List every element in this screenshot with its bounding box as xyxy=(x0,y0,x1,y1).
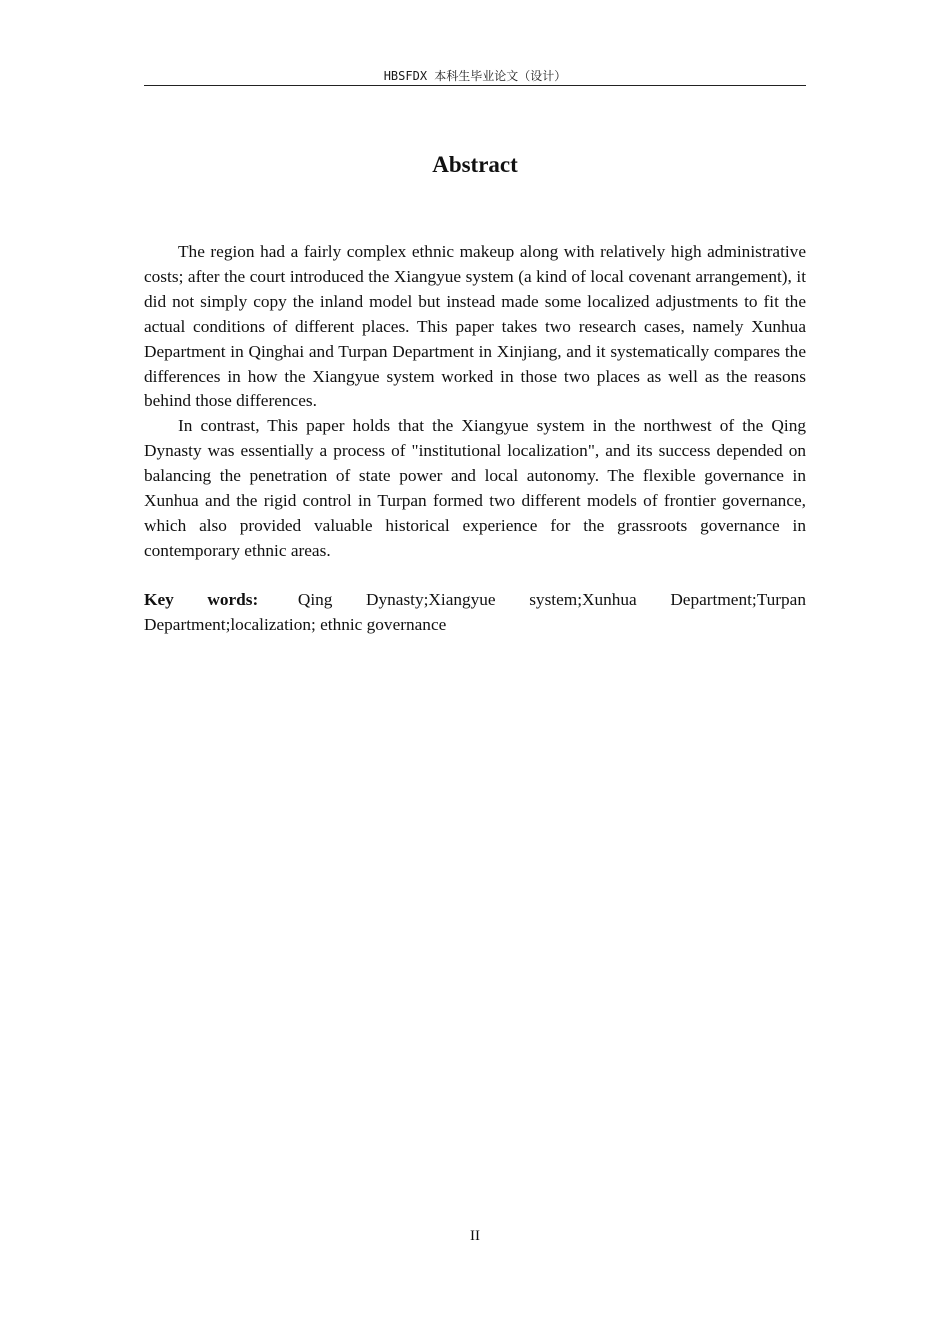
keywords-label: Key words: xyxy=(144,590,259,609)
keywords xyxy=(144,588,806,638)
page-number: II xyxy=(470,1228,480,1244)
page-header: HBSFDX 本科生毕业论文（设计） xyxy=(383,69,567,83)
abstract-paragraph-2: In contrast, This paper holds that the Xiangyue system in the northwest of the Qing Dynasty was essentially a process of "institutional localization", and its success depended on balancing the penetration of state power and local autonomy. The flexible governance in Xunhua and the rigid control in Turpan formed two different models of frontier governance, which also provided valuable historical experience for the grassroots governance in contemporary ethnic areas. xyxy=(144,416,806,560)
abstract-body xyxy=(144,240,806,564)
keywords-text: Qing Dynasty;Xiangyue system;Xunhua Department;Turpan Department;localization; ethnic governance xyxy=(144,590,806,634)
abstract-paragraph-1: The region had a fairly complex ethnic makeup along with relatively high administrative costs; after the court introduced the Xiangyue system (a kind of local covenant arrangement), it did not simply copy the inland model but instead made some localized adjustments to fit the actual conditions of different places. This paper takes two research cases, namely Xunhua Department in Qinghai and Turpan Department in Xinjiang, and it systematically compares the differences in how the Xiangyue system worked in those two places as well as the reasons behind those differences. xyxy=(144,242,806,411)
abstract-title: Abstract xyxy=(432,152,518,177)
header-rule xyxy=(144,85,806,86)
